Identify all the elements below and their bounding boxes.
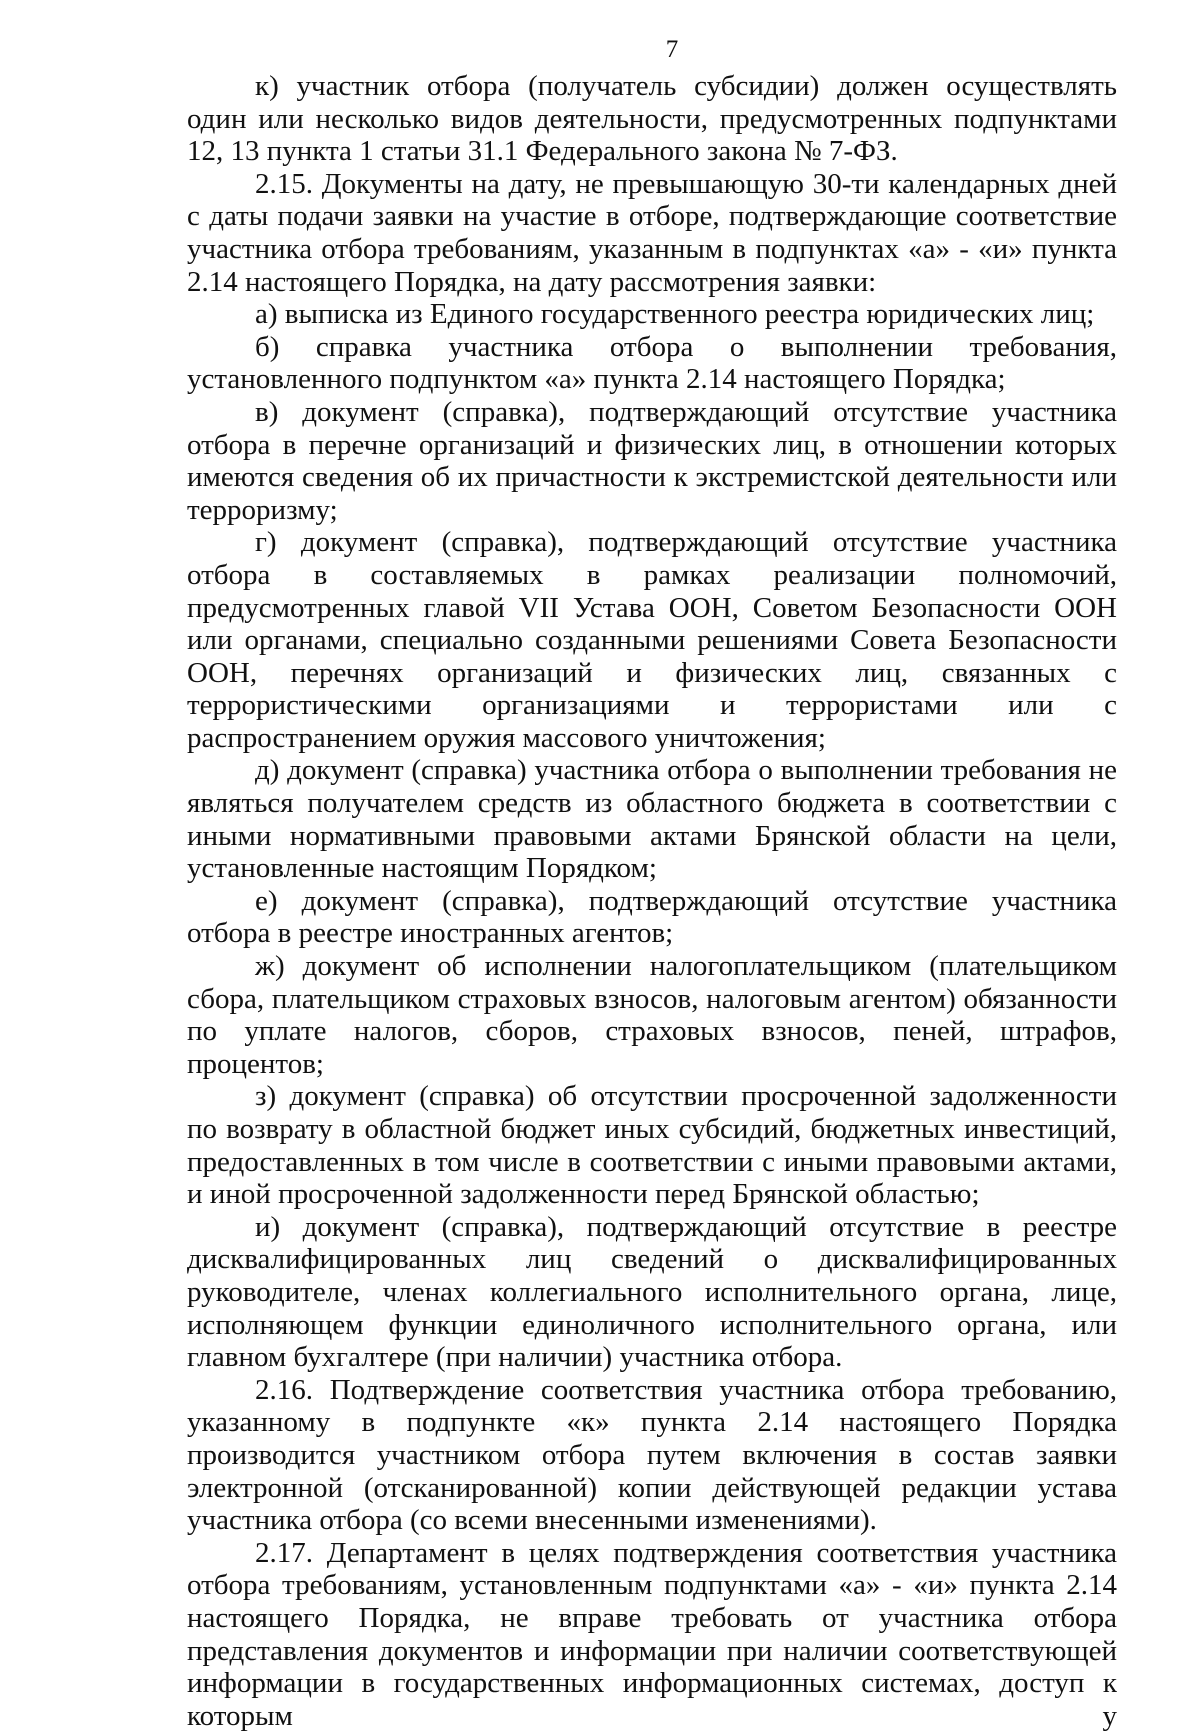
- page-number: 7: [665, 36, 679, 63]
- list-item-g: г) документ (справка), подтверждающий отсутствие участника отбора в составляемых в рамках реализации полномочий, предусмотренных главой VII Устава ООН, Советом Безопасности ООН или органами, специально созданными решениями Совета Безопасности ООН, перечнях организаций и физических лиц, связанных с террористическими организациями и террористами или с распространением оружия массового уничтожения;: [187, 526, 1117, 754]
- list-item-e: е) документ (справка), подтверждающий отсутствие участника отбора в реестре иностранных агентов;: [187, 884, 1117, 950]
- paragraph-2-16: 2.16. Подтверждение соответствия участника отбора требованию, указанному в подпункте «к» пункта 2.14 настоящего Порядка производится участником отбора путем включения в состав заявки электронной (отсканированной) копии действующей редакции устава участника отбора (со всеми внесенными изменениями).: [187, 1373, 1117, 1537]
- list-item-i: и) документ (справка), подтверждающий отсутствие в реестре дисквалифицированных лиц сведений о дисквалифицированных руководителе, членах коллегиального исполнительного органа, лице, исполняющем функции единоличного исполнительного органа, или главном бухгалтере (при наличии) участника отбора.: [187, 1210, 1117, 1374]
- list-item-b: б) справка участника отбора о выполнении требования, установленного подпунктом «а» пункта 2.14 настоящего Порядка;: [187, 330, 1117, 396]
- list-item-v: в) документ (справка), подтверждающий отсутствие участника отбора в перечне организаций и физических лиц, в отношении которых имеются сведения об их причастности к экстремистской деятельности или терроризму;: [187, 395, 1117, 526]
- list-item-zh: ж) документ об исполнении налогоплательщиком (плательщиком сбора, плательщиком страховых взносов, налоговым агентом) обязанности по уплате налогов, сборов, страховых взносов, пеней, штрафов, процентов;: [187, 950, 1117, 1080]
- document-body: [187, 70, 1117, 1732]
- paragraph-k-activity: к) участник отбора (получатель субсидии) должен осуществлять один или несколько видов деятельности, предусмотренных подпунктами 12, 13 пункта 1 статьи 31.1 Федерального закона № 7-ФЗ.: [187, 70, 1117, 168]
- paragraph-2-15: 2.15. Документы на дату, не превышающую 30-ти календарных дней с даты подачи заявки на участие в отборе, подтверждающие соответствие участника отбора требованиям, указанным в подпунктах «а» - «и» пункта 2.14 настоящего Порядка, на дату рассмотрения заявки:: [187, 167, 1117, 298]
- list-item-a: а) выписка из Единого государственного реестра юридических лиц;: [255, 298, 1095, 331]
- list-item-z: з) документ (справка) об отсутствии просроченной задолженности по возврату в областной бюджет иных субсидий, бюджетных инвестиций, предоставленных в том числе в соответствии с иными правовыми актами, и иной просроченной задолженности перед Брянской областью;: [187, 1080, 1117, 1211]
- paragraph-2-17: 2.17. Департамент в целях подтверждения соответствия участника отбора требованиям, установленным подпунктами «а» - «и» пункта 2.14 настоящего Порядка, не вправе требовать от участника отбора представления документов и информации при наличии соответствующей информации в государственных информационных системах, доступ к которым у: [187, 1536, 1117, 1732]
- list-item-d: д) документ (справка) участника отбора о выполнении требования не являться получателем средств из областного бюджета в соответствии с иными нормативными правовыми актами Брянской области на цели, установленные настоящим Порядком;: [187, 754, 1117, 885]
